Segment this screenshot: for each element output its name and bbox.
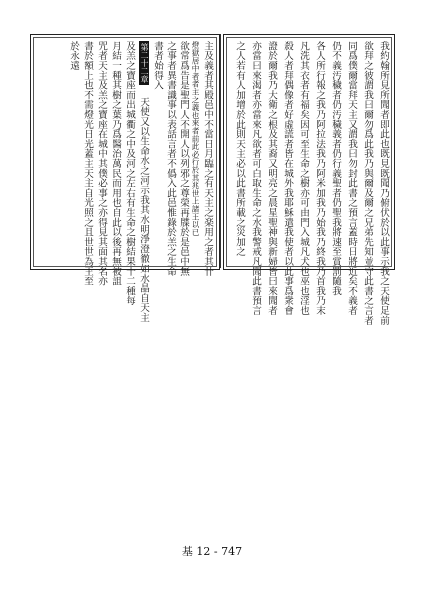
text-column: 欲常爲告是聖門人不開人以列邪之尊榮再牒於是邑中無 — [178, 41, 189, 277]
text-column: 書者始得入 — [152, 41, 163, 90]
panel-divider — [220, 34, 221, 268]
text-column: 同爲僕爾當拜天主又謂我曰勿封此書之預言蓋時日將近矣不義者 — [346, 41, 357, 316]
chapter-heading: 第二十二章 — [140, 43, 149, 83]
page-number: 基 12 - 747 — [181, 545, 243, 558]
text-column: 仍不義汚穢者仍汚穢義者仍行義聖者仍聖我將速至賞罰隨我 — [330, 41, 341, 296]
text-column: 殺人者拜偶像者好虛謊者皆在城外我耶穌遣我使者以此事爲衆會 — [282, 41, 293, 316]
text-column: 咒者天主及羔之寶座在城中其僕必事之亦得見其面其名亦 — [96, 41, 107, 286]
text-column: 月結一種其樹之葉乃爲醫治萬民而用也自此以後再無被詛 — [110, 41, 121, 286]
right-text-panel — [223, 34, 395, 326]
text-column: 凡洗其衣者有福矣因可至生命之樹亦可由門入城凡犬也巫也淫也 — [298, 41, 309, 316]
text-column: 書於額上也不需燈光日光蓋主天主自光照之且世世為王至 — [82, 41, 93, 286]
text-column: 及羔之寶座而出城衢之中及河之左右有生命之樹結果十二種每 — [124, 41, 135, 306]
text-column: 我約翰所見所聞者即此也既見既聞乃俯伏於以此事示我之天使足前 — [378, 41, 389, 326]
text-column: 之人若有人加增於此則天主必以此書所載之災加之 — [234, 41, 245, 257]
text-column: 之事者異書識事以表話言者不僞入此邑惟錄於羔之生命 — [165, 41, 176, 277]
text-column: 欲拜之彼謂我曰爾勿爲此我乃與爾及爾之兄弟先知並守此書之言者 — [362, 41, 373, 326]
text-column: 燈獄居中者者主之義也來者前此必行於其兆世上諸王以已 — [191, 41, 200, 236]
text-column: 於永遠 — [68, 41, 79, 71]
left-text-panel — [30, 34, 220, 323]
text-column: 主及義者其殿邑中不當日月臨之有天主之楽用之者其卄 — [202, 41, 213, 277]
text-column: 證於爾我乃大衛之根及其裔又明亮之晨星聖神與新婦皆曰來聞者 — [266, 41, 277, 316]
text-column: 各人所行報之我乃阿拉法我乃阿米加我乃始我乃終我乃首我乃末 — [314, 41, 325, 316]
text-column: 天使又以生命水之河示我其水明淨澄徹如水晶自天主 — [138, 97, 149, 323]
text-column: 亦當曰來渴者亦當來凡欲者可白取生命之水我警戒凡聞此書預言 — [250, 41, 261, 316]
